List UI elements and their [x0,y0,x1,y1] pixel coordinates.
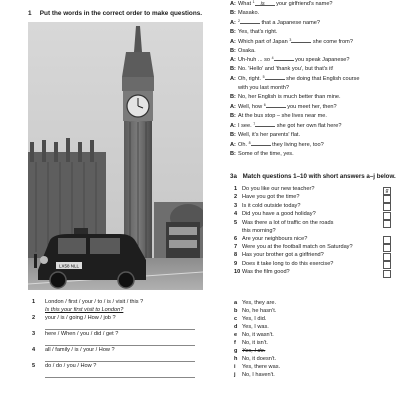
gap-number: 8 [248,140,251,145]
answer-option [230,300,395,308]
answer-line[interactable] [45,345,195,346]
question-number: 9 [234,260,238,267]
dialog-text: Oh. [238,141,249,148]
answer-box[interactable] [383,261,391,269]
question-text: Has your brother got a girlfriend? [242,252,324,259]
question-row [230,269,395,277]
answer-text: No, it wasn't. [242,332,274,338]
gap-number: 2 [238,18,240,23]
dialog-text-after: you speak Japanese? [293,57,350,64]
gap-number: 1 [252,0,255,4]
gap-blank[interactable] [248,140,271,146]
question-number: 5 [234,219,238,226]
dialog-text: I see. [238,122,254,129]
dialog-line [230,47,395,56]
question-number: 2 [234,194,238,201]
dialog-line [230,131,395,140]
exercise-instruction: Match questions 1–10 with short answers a–j below. [242,173,396,180]
dialog-line [230,140,395,150]
answer-text: Yes, I do. [242,348,266,354]
dialog-text: Osaka. [238,47,256,54]
answer-box[interactable] [383,195,391,203]
dialog-line [230,112,395,121]
answer-line[interactable] [45,329,195,330]
question-number: 6 [234,235,238,242]
speaker-label: B: [230,66,236,73]
answer-line[interactable] [45,377,195,378]
exercise-instruction: Put the words in the correct order to make questions. [39,10,203,17]
dialog-text-after: they living here, too? [270,141,324,148]
dialog-text-after: you meet her, then? [285,103,337,110]
license-plate-text: LX58 NLL [58,263,80,269]
dialog-text: Oh, right. [238,76,263,83]
dialog-text: No, her English is much better than mine. [238,94,341,101]
exercise-number: 1 [28,10,32,17]
answer-option [230,332,395,340]
gap-number: 5 [262,75,265,80]
exercise-3a-answers [230,300,395,380]
answer-box[interactable] [383,220,391,228]
answer-option [230,308,395,316]
answer-letter: i [234,364,236,370]
dialog-line [230,74,395,84]
speaker-label: B: [230,47,236,54]
question-number: 3 [234,202,238,209]
question-text: Does it take long to do this exercise? [242,260,334,267]
question-number: 1 [234,186,238,192]
question-number: 7 [234,243,238,250]
question-text: Was the film good? [242,269,290,276]
dialog-text: Masako. [238,9,260,16]
speaker-label: A: [230,76,236,83]
dialog-line [230,93,395,102]
dialog-text: At the bus stop – she lives near me. [238,112,327,119]
dialog-exercise [230,0,395,158]
list-item [28,332,203,348]
dialog-text-after: she doing that English course [284,76,360,83]
question-text-cont: this morning? [242,227,276,234]
question-text: Have you got the time? [242,194,300,201]
dialog-line [230,0,395,9]
speaker-label: A: [230,19,236,26]
dialog-line [230,84,395,93]
answer-letter: d [234,324,238,330]
gap-blank[interactable] [252,0,275,7]
question-text: Did you have a good holiday? [242,211,316,218]
item-number: 2 [32,315,36,321]
answer-box[interactable]: g [383,187,391,195]
answer-box[interactable] [383,244,391,252]
gap-number: 7 [253,121,256,126]
dialog-text: Well, how [238,103,264,110]
item-words: here / When / you / did / get ? [45,331,119,337]
gap-number: 3 [289,37,292,42]
speaker-label: A: [230,1,236,7]
answer-box[interactable] [383,203,391,211]
question-row [230,236,395,244]
list-item [28,316,203,332]
exercise-3a-questions [230,186,395,278]
dialog-text: with you last month? [238,85,289,92]
speaker-label: B: [230,131,236,138]
item-words: do / do / you / How ? [45,363,97,369]
item-words: your / is / going / How / job ? [45,315,116,321]
answer-text: Yes, they are. [242,300,276,306]
gap-number: 4 [271,56,274,61]
question-row [230,211,395,219]
dialog-line [230,18,395,28]
answer-letter: f [234,340,236,346]
answer-line[interactable] [45,361,195,362]
answer-box[interactable] [383,236,391,244]
item-number: 4 [32,347,36,353]
question-number: 8 [234,252,238,259]
answer-text: No, I haven't. [242,372,275,378]
item-number: 5 [32,363,36,369]
exercise-number: 3a [230,173,237,180]
answer-box[interactable] [383,253,391,261]
gap-blank[interactable] [291,37,311,43]
dialog-line [230,102,395,112]
dialog-text: What [238,1,253,7]
answer-option [230,348,395,356]
question-text: Is it cold outside today? [242,202,301,209]
speaker-label: A: [230,38,236,45]
question-row [230,186,395,194]
answer-box[interactable] [383,212,391,220]
gap-blank[interactable] [240,18,260,24]
answer-option [230,324,395,332]
item-words: London / first / your / to / is / visit / this ? [45,299,144,305]
answer-text: No, it doesn't. [242,356,277,362]
list-item [28,364,203,380]
item-answer: Is this your first visit to London? [45,307,124,313]
answer-letter: j [234,372,236,378]
dialog-text: Well, it's her parents' flat. [238,131,301,138]
answer-letter: h [234,356,238,362]
answer-text: Yes, I was. [242,324,269,330]
big-ben-photo [28,22,203,290]
dialog-line [230,121,395,131]
gap-blank[interactable] [255,121,275,127]
answer-letter: b [234,308,238,314]
question-text: Do you like our new teacher? [242,186,315,192]
dialog-line [230,55,395,65]
question-text: Was there a lot of traffic on the roads [242,219,334,226]
answer-option [230,364,395,372]
dialog-text: Which part of Japan [238,38,290,45]
speaker-label: A: [230,103,236,110]
dialog-text-after: she got her own flat here? [275,122,342,129]
answer-letter: g [234,348,238,354]
dialog-text-after: that a Japanese name? [259,19,320,26]
dialog-text-after: she come from? [311,38,353,45]
answer-option [230,372,395,380]
speaker-label: B: [230,9,236,16]
question-row [230,261,395,269]
question-number: 10 [234,269,241,276]
question-text: Are your neighbours nice? [242,235,308,242]
speaker-label: B: [230,94,236,101]
question-text: Were you at the football match on Saturday? [242,243,353,250]
answer-letter: a [234,300,238,306]
answer-text: No, it isn't. [242,340,268,346]
answer-option [230,340,395,348]
question-row [230,203,395,211]
item-words: all / family / is / your / How ? [45,347,115,353]
answer-option [230,356,395,364]
answer-box[interactable] [383,270,391,278]
question-number: 4 [234,211,238,218]
gap-blank[interactable] [271,55,294,61]
dialog-text-after: your girlfriend's name? [274,1,333,7]
item-number: 3 [32,331,36,337]
answer-text: Yes, I did. [242,316,267,322]
question-row [230,194,395,202]
answer-option [230,316,395,324]
answer-letter: e [234,332,238,338]
exercise-1-items [28,300,203,380]
speaker-label: B: [230,112,236,119]
gap-answer: is [260,1,265,7]
question-row [230,244,395,252]
gap-blank[interactable] [262,74,285,80]
dialog-line [230,9,395,18]
answer-text: Yes, there was. [242,364,281,370]
question-row [230,252,395,260]
speaker-label: A: [230,141,236,148]
exercise-3a-heading [230,173,396,180]
speaker-label: B: [230,28,236,35]
list-item [28,300,203,316]
exercise-1-heading [28,10,202,17]
answer-text: No, he hasn't. [242,308,277,314]
dialog-line [230,150,395,159]
item-number: 1 [32,299,36,305]
speaker-label: A: [230,122,236,129]
dialog-line [230,37,395,47]
dialog-text: No. 'Hello' and 'thank you', but that's it! [238,66,334,73]
dialog-line [230,28,395,37]
dialog-text: Some of the time, yes. [238,150,294,157]
dialog-text: Uh-huh ... so [238,57,272,64]
gap-number: 6 [263,102,266,107]
list-item [28,348,203,364]
answer-letter: c [234,316,238,322]
speaker-label: A: [230,57,236,64]
question-row [230,220,395,236]
dialog-line [230,65,395,74]
gap-blank[interactable] [263,102,286,108]
speaker-label: B: [230,150,236,157]
dialog-text: Yes, that's right. [238,28,278,35]
